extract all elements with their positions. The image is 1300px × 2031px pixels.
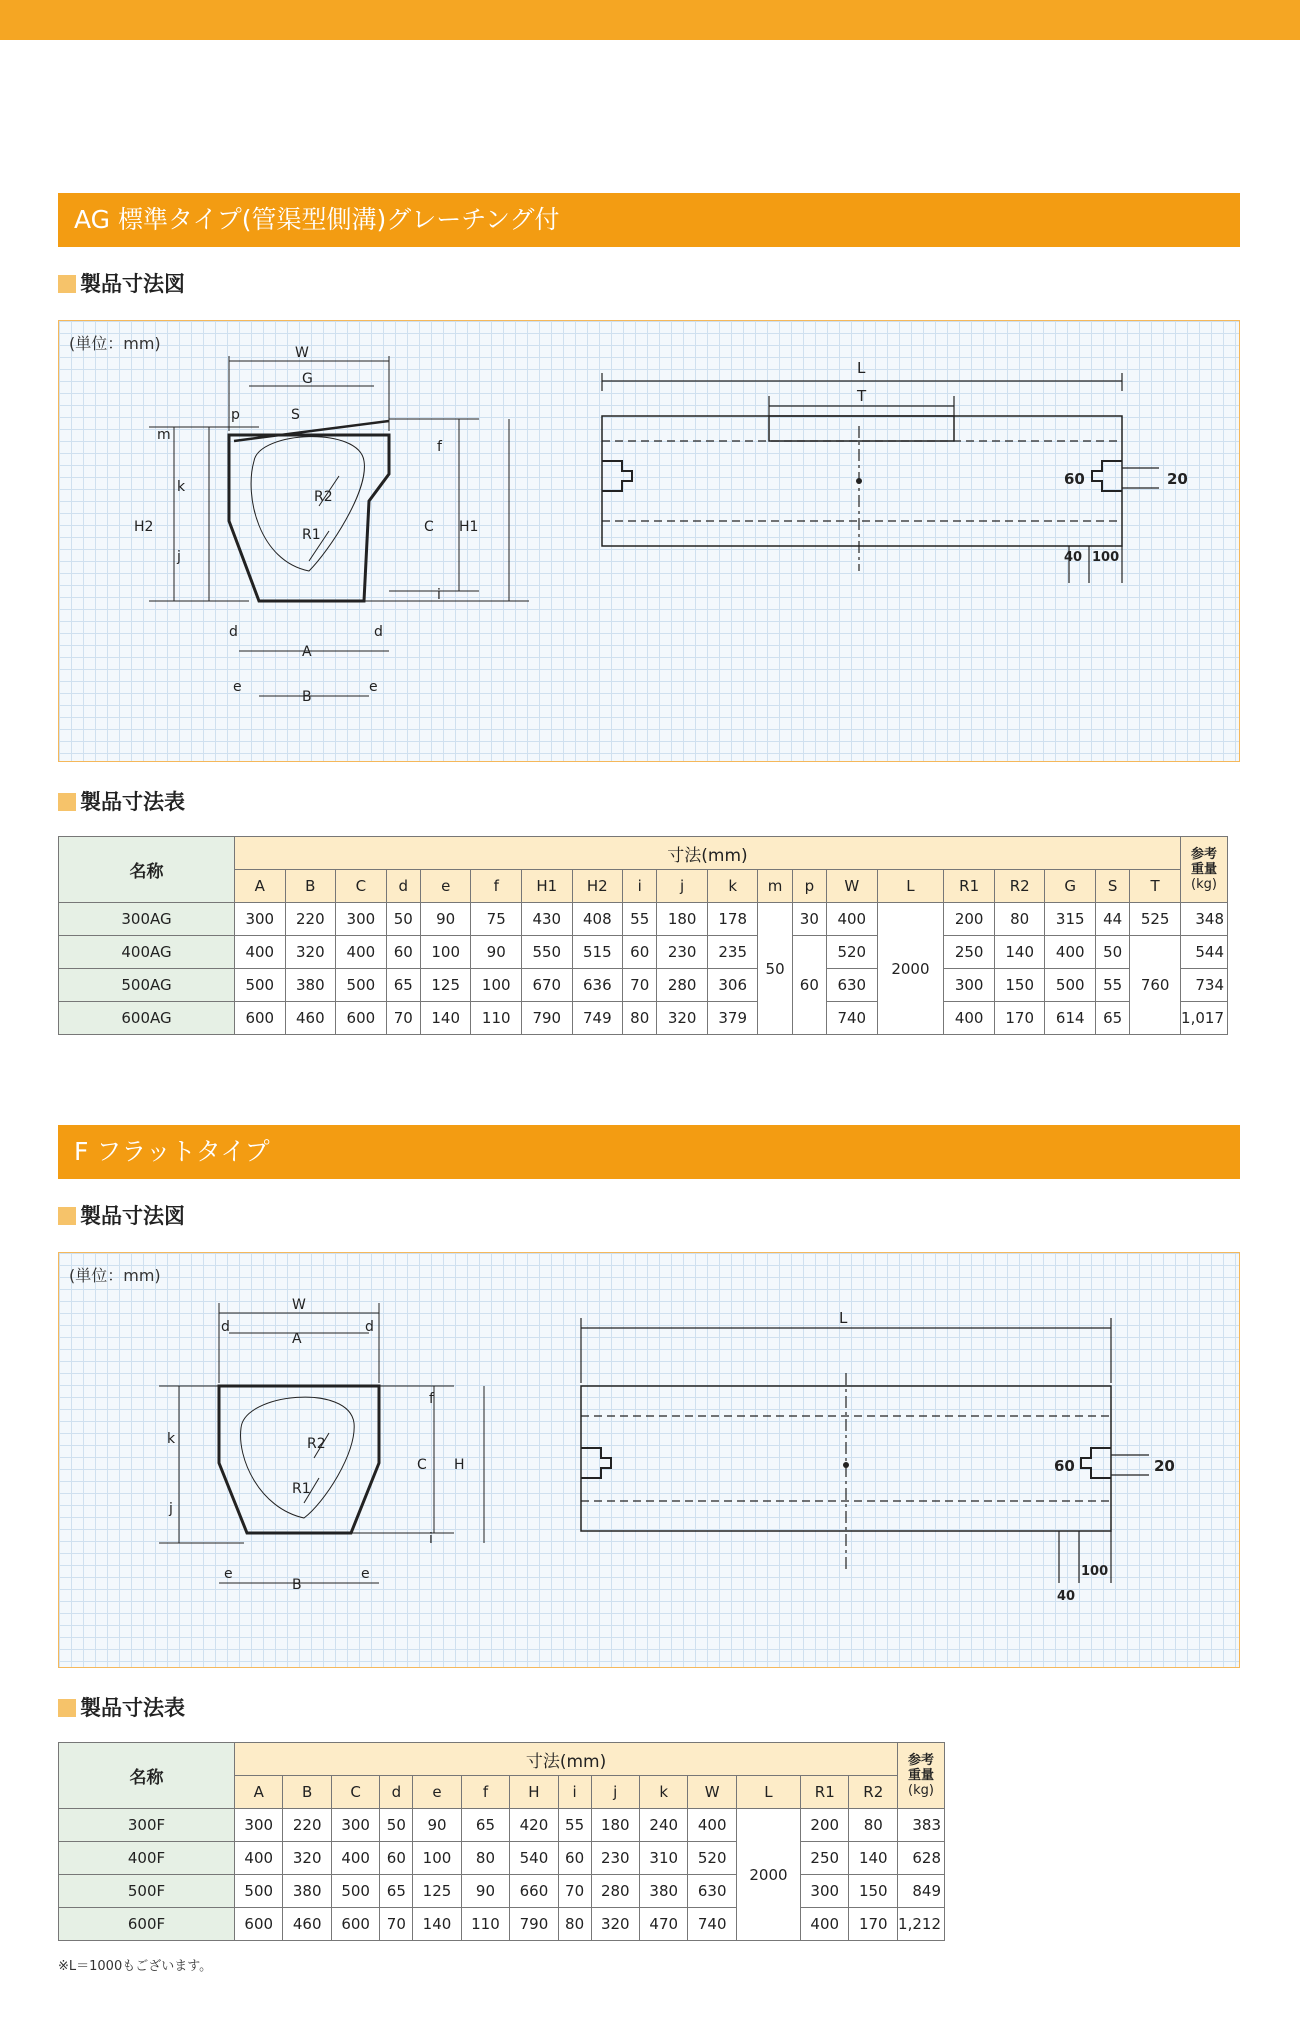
table-row: 600AG 600 460 600 70 140 110 790 749 80 320 379 740 400 170 614 65 1,017 bbox=[59, 1002, 1228, 1035]
heading-marker bbox=[58, 1699, 76, 1717]
ag-col-R1: R1 bbox=[944, 870, 995, 903]
ag-label-100: 100 bbox=[1092, 550, 1120, 565]
ag-col-j: j bbox=[657, 870, 708, 903]
f-dimension-table bbox=[58, 1742, 945, 1941]
ag-col-L: L bbox=[877, 870, 944, 903]
f-drawing-panel bbox=[58, 1252, 1240, 1668]
ag-merged-m: 50 bbox=[758, 903, 792, 1035]
f-label-100: 100 bbox=[1081, 1564, 1109, 1579]
f-col-R2: R2 bbox=[849, 1776, 898, 1809]
f-label-f: f bbox=[429, 1391, 434, 1407]
f-dimension-drawing bbox=[59, 1253, 1240, 1668]
ag-col-k: k bbox=[707, 870, 758, 903]
f-side-elevation bbox=[581, 1318, 1149, 1583]
ag-label-R2: R2 bbox=[314, 489, 333, 505]
ag-col-d: d bbox=[386, 870, 420, 903]
ag-section-title: AG 標準タイプ(管渠型側溝)グレーチング付 bbox=[58, 193, 1240, 247]
ag-col-S: S bbox=[1096, 870, 1130, 903]
ag-label-G: G bbox=[302, 371, 313, 387]
ag-unit-note: (単位：mm) bbox=[69, 334, 161, 353]
table-row: 500F 500 380 500 65 125 90 660 70 280 380 630 300 150 849 bbox=[59, 1875, 945, 1908]
ag-merged-L: 2000 bbox=[877, 903, 944, 1035]
ag-col-e: e bbox=[420, 870, 471, 903]
f-col-C: C bbox=[331, 1776, 379, 1809]
ag-label-20: 20 bbox=[1167, 470, 1188, 488]
table-row: 500AG 500 380 500 65 125 100 670 636 70 280 306 630 300 150 500 55 734 bbox=[59, 969, 1228, 1002]
f-dims-header: 寸法(mm) bbox=[235, 1743, 898, 1776]
f-label-20: 20 bbox=[1154, 1457, 1175, 1475]
f-col-d: d bbox=[380, 1776, 413, 1809]
ag-col-A: A bbox=[235, 870, 286, 903]
ag-label-B: B bbox=[302, 689, 312, 705]
f-label-W: W bbox=[292, 1297, 306, 1313]
f-table-heading bbox=[58, 1692, 185, 1722]
f-label-i: i bbox=[429, 1531, 433, 1547]
ag-label-d-right: d bbox=[374, 624, 383, 640]
f-drawing-heading bbox=[58, 1200, 185, 1230]
f-unit-note: (単位：mm) bbox=[69, 1266, 161, 1285]
ag-dimension-table bbox=[58, 836, 1228, 1035]
ag-col-H1: H1 bbox=[522, 870, 573, 903]
ag-label-f: f bbox=[437, 439, 442, 455]
ag-label-T: T bbox=[857, 387, 867, 405]
heading-marker bbox=[58, 275, 76, 293]
f-col-e: e bbox=[413, 1776, 461, 1809]
f-col-R1: R1 bbox=[801, 1776, 849, 1809]
f-weight-header: 参考 重量 (kg) bbox=[898, 1743, 945, 1809]
ag-drawing-heading bbox=[58, 268, 185, 298]
ag-col-G: G bbox=[1045, 870, 1096, 903]
f-col-L: L bbox=[736, 1776, 800, 1809]
ag-col-m: m bbox=[758, 870, 792, 903]
f-col-W: W bbox=[688, 1776, 736, 1809]
f-name-header: 名称 bbox=[59, 1743, 235, 1809]
ag-table-heading bbox=[58, 786, 185, 816]
f-label-L: L bbox=[839, 1309, 848, 1327]
f-col-f: f bbox=[461, 1776, 509, 1809]
ag-weight-header: 参考 重量 (kg) bbox=[1181, 837, 1228, 903]
f-label-d-right: d bbox=[365, 1319, 374, 1335]
f-col-i: i bbox=[558, 1776, 591, 1809]
ag-col-T: T bbox=[1130, 870, 1181, 903]
f-col-H: H bbox=[510, 1776, 558, 1809]
ag-label-d-left: d bbox=[229, 624, 238, 640]
table-row: 300AG 300 220 300 50 90 75 430 408 55 180 178 50 30 400 2000 200 80 315 44 525 348 bbox=[59, 903, 1228, 936]
ag-col-p: p bbox=[792, 870, 826, 903]
ag-label-e-right: e bbox=[369, 679, 378, 695]
ag-col-H2: H2 bbox=[572, 870, 623, 903]
ag-label-i: i bbox=[437, 587, 441, 603]
f-col-A: A bbox=[235, 1776, 283, 1809]
f-merged-L: 2000 bbox=[736, 1809, 800, 1941]
ag-col-W: W bbox=[826, 870, 877, 903]
table-row: 400AG 400 320 400 60 100 90 550 515 60 230 235 60 520 250 140 400 50 760 544 bbox=[59, 936, 1228, 969]
ag-merged-p: 60 bbox=[792, 936, 826, 1035]
f-label-e-right: e bbox=[361, 1566, 370, 1582]
f-label-60: 60 bbox=[1054, 1457, 1075, 1475]
f-col-k: k bbox=[640, 1776, 688, 1809]
ag-drawing-heading-text: 製品寸法図 bbox=[80, 272, 185, 296]
ag-label-W: W bbox=[295, 345, 309, 361]
ag-col-i: i bbox=[623, 870, 657, 903]
f-label-R1: R1 bbox=[292, 1481, 311, 1497]
ag-dims-header: 寸法(mm) bbox=[235, 837, 1181, 870]
f-label-C: C bbox=[417, 1457, 427, 1473]
ag-label-L: L bbox=[857, 359, 866, 377]
heading-marker bbox=[58, 1207, 76, 1225]
ag-label-m: m bbox=[157, 427, 171, 443]
f-table-heading-text: 製品寸法表 bbox=[80, 1696, 185, 1720]
ag-label-A: A bbox=[302, 644, 312, 660]
f-label-A: A bbox=[292, 1331, 302, 1347]
ag-label-40: 40 bbox=[1064, 550, 1083, 565]
f-label-40: 40 bbox=[1057, 1589, 1076, 1604]
f-label-R2: R2 bbox=[307, 1436, 326, 1452]
f-drawing-heading-text: 製品寸法図 bbox=[80, 1204, 185, 1228]
f-col-B: B bbox=[283, 1776, 331, 1809]
table-row: 300F 300 220 300 50 90 65 420 55 180 240 400 2000 200 80 383 bbox=[59, 1809, 945, 1842]
f-label-B: B bbox=[292, 1577, 302, 1593]
table-row: 400F 400 320 400 60 100 80 540 60 230 310 520 250 140 628 bbox=[59, 1842, 945, 1875]
ag-label-e-left: e bbox=[233, 679, 242, 695]
ag-name-header: 名称 bbox=[59, 837, 235, 903]
f-col-j: j bbox=[591, 1776, 639, 1809]
ag-label-C: C bbox=[424, 519, 434, 535]
f-label-d-left: d bbox=[221, 1319, 230, 1335]
ag-merged-T: 760 bbox=[1130, 936, 1181, 1035]
ag-label-k: k bbox=[177, 479, 186, 495]
ag-col-f: f bbox=[471, 870, 522, 903]
f-label-e-left: e bbox=[224, 1566, 233, 1582]
ag-label-j: j bbox=[177, 549, 181, 565]
f-label-H: H bbox=[454, 1457, 465, 1473]
f-section-title: F フラットタイプ bbox=[58, 1125, 1240, 1179]
f-footnote: ※L＝1000もございます。 bbox=[58, 1959, 213, 1974]
ag-label-60: 60 bbox=[1064, 470, 1085, 488]
f-label-k: k bbox=[167, 1431, 176, 1447]
ag-col-C: C bbox=[336, 870, 387, 903]
ag-drawing-panel bbox=[58, 320, 1240, 762]
ag-label-R1: R1 bbox=[302, 527, 321, 543]
ag-label-H1: H1 bbox=[459, 519, 479, 535]
ag-table-heading-text: 製品寸法表 bbox=[80, 790, 185, 814]
ag-col-B: B bbox=[285, 870, 336, 903]
ag-dimension-drawing bbox=[59, 321, 1240, 762]
f-label-j: j bbox=[169, 1501, 173, 1517]
top-accent-bar bbox=[0, 0, 1300, 40]
ag-label-p: p bbox=[231, 407, 240, 423]
ag-label-S: S bbox=[291, 407, 300, 423]
table-row: 600F 600 460 600 70 140 110 790 80 320 470 740 400 170 1,212 bbox=[59, 1908, 945, 1941]
ag-col-R2: R2 bbox=[994, 870, 1045, 903]
heading-marker bbox=[58, 793, 76, 811]
ag-label-H2: H2 bbox=[134, 519, 154, 535]
